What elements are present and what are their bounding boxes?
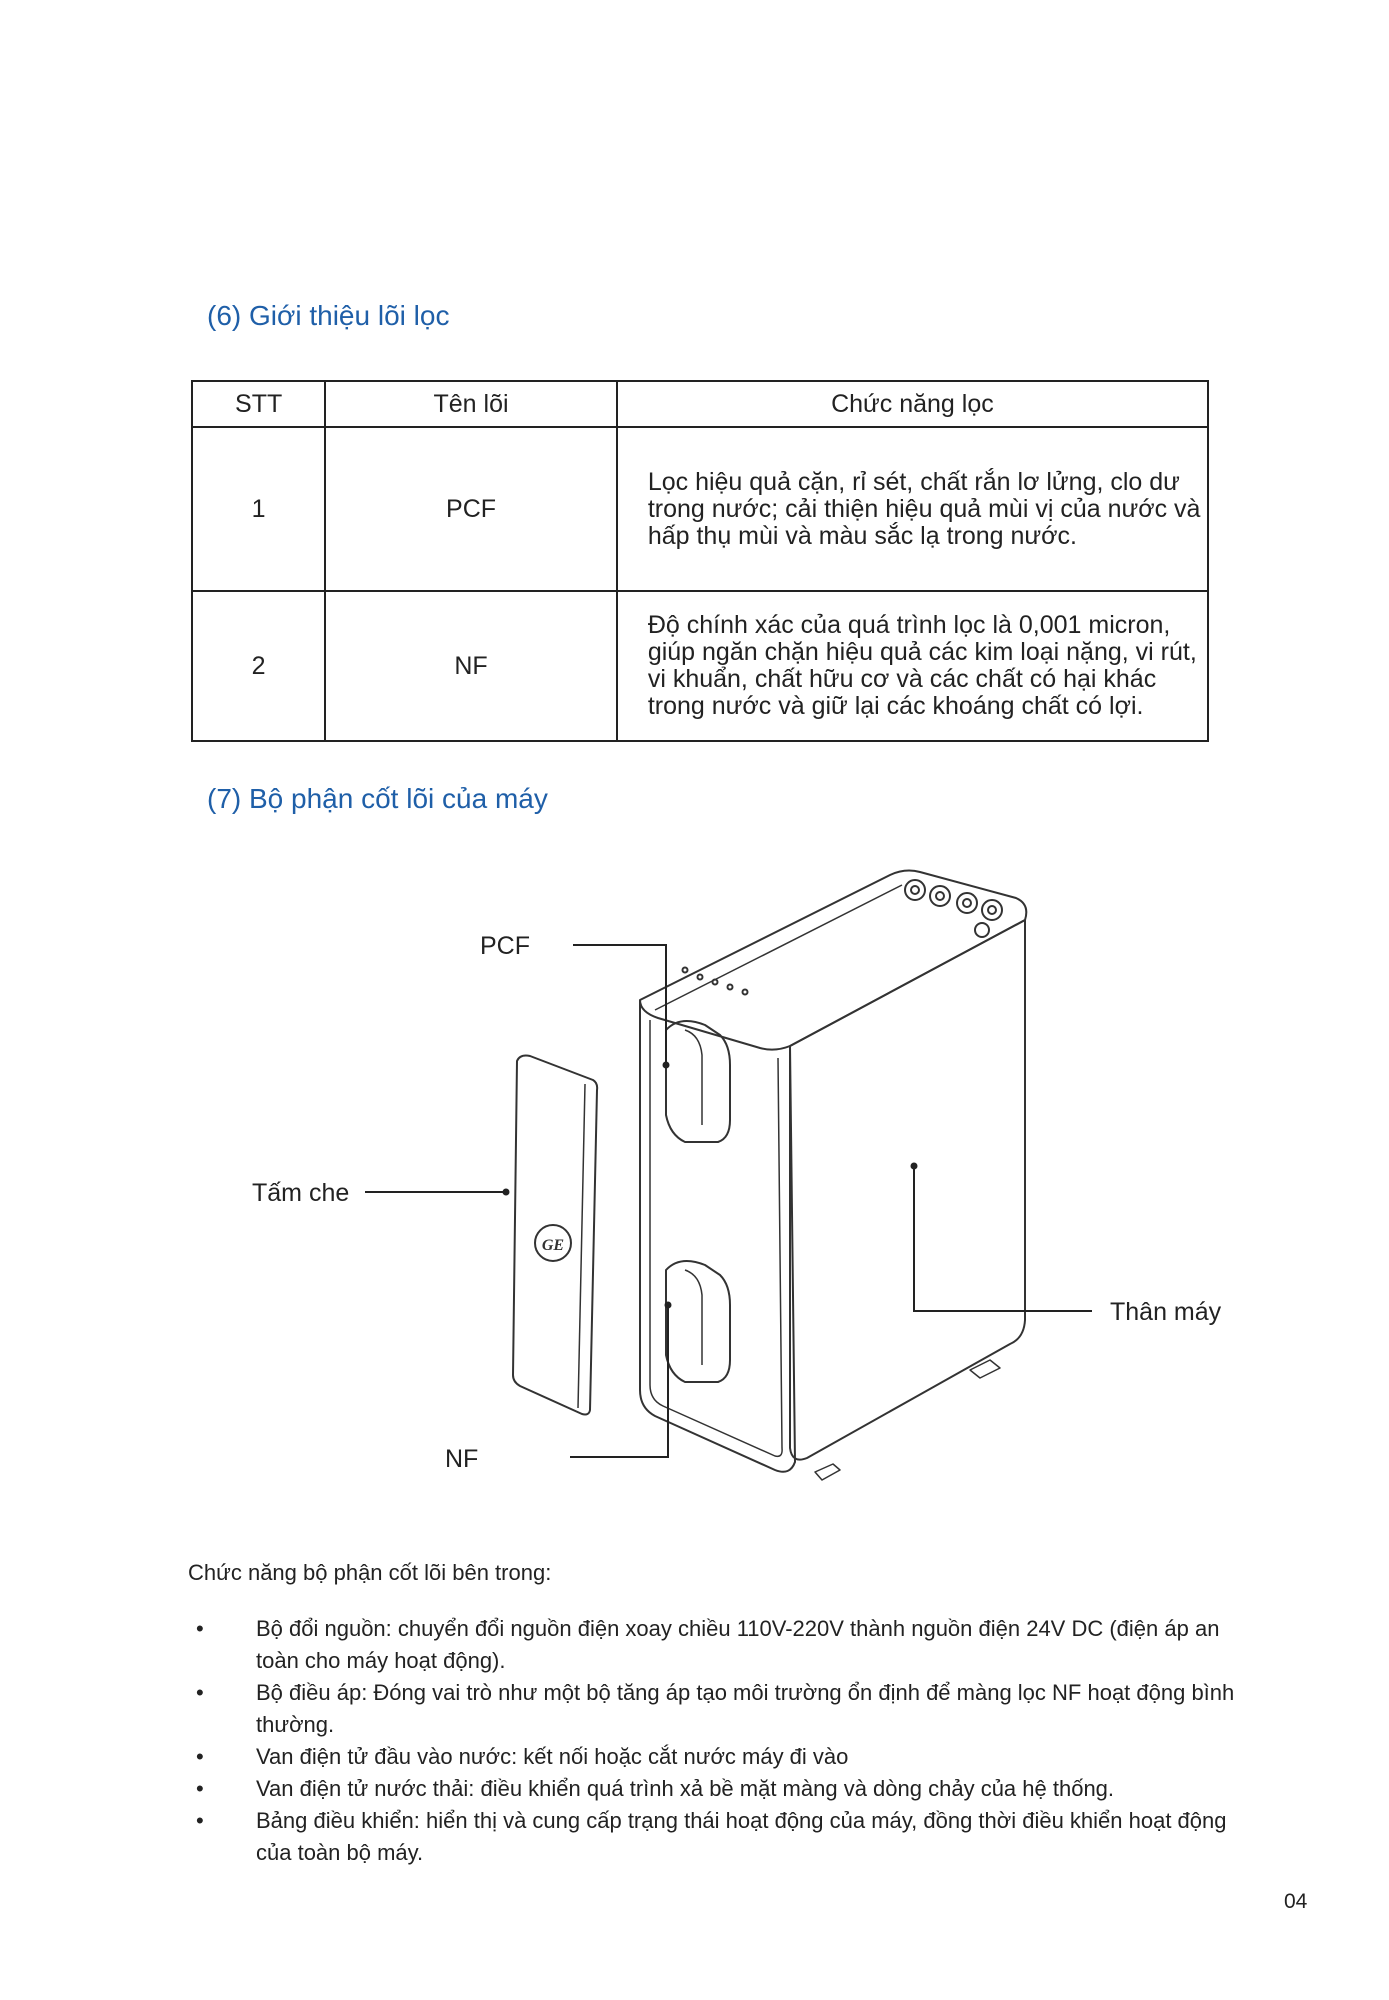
label-pcf: PCF <box>480 932 530 960</box>
filter-table <box>191 380 1209 742</box>
header-stt: STT <box>192 381 325 427</box>
machine-front-face <box>790 920 1025 1460</box>
page-number: 04 <box>1284 1890 1308 1913</box>
list-item: • Bộ đổi nguồn: chuyển đổi nguồn điện xoay chiều 110V-220V thành nguồn điện 24V DC (điện áp an toàn cho máy hoạt động). <box>196 1616 1220 1673</box>
cell-function: Độ chính xác của quá trình lọc là 0,001 micron, giúp ngăn chặn hiệu quả các kim loại nặng, vi rút, vi khuẩn, chất hữu cơ và các chất có hại khác trong nước và giữ lại các khoáng chất có lợi. <box>617 591 1208 741</box>
nf-filter-knob <box>666 1261 730 1382</box>
machine-diagram <box>230 830 1290 1530</box>
label-body: Thân máy <box>1110 1298 1222 1326</box>
header-function: Chức năng lọc <box>617 381 1208 427</box>
ge-logo <box>535 1225 571 1261</box>
svg-text:GE: GE <box>541 1237 565 1254</box>
cell-stt: 2 <box>192 591 325 741</box>
machine-side-frame <box>640 1000 795 1472</box>
cell-stt: 1 <box>192 427 325 591</box>
cell-function: Lọc hiệu quả cặn, rỉ sét, chất rắn lơ lửng, clo dư trong nước; cải thiện hiệu quả mùi vị của nước và hấp thụ mùi và màu sắc lạ trong nước. <box>617 427 1208 591</box>
table-row <box>192 591 1208 741</box>
table-header-row <box>192 381 1208 427</box>
pcf-filter-knob <box>666 1021 730 1142</box>
list-item: • Van điện tử đầu vào nước: kết nối hoặc cắt nước máy đi vào <box>196 1744 849 1769</box>
label-cover: Tấm che <box>252 1179 350 1207</box>
cell-name: PCF <box>325 427 617 591</box>
cell-name: NF <box>325 591 617 741</box>
list-item: • Van điện tử nước thải: điều khiển quá trình xả bề mặt màng và dòng chảy của hệ thống. <box>196 1776 1115 1801</box>
functions-list <box>188 1613 1248 1869</box>
functions-title: Chức năng bộ phận cốt lõi bên trong: <box>188 1560 552 1585</box>
table-row <box>192 427 1208 591</box>
section-6-heading: (6) Giới thiệu lõi lọc <box>207 300 450 331</box>
list-item: • Bảng điều khiển: hiển thị và cung cấp trạng thái hoạt động của máy, đồng thời điều khiển hoạt động của toàn bộ máy. <box>196 1808 1227 1865</box>
list-item: • Bộ điều áp: Đóng vai trò như một bộ tăng áp tạo môi trường ổn định để màng lọc NF hoạt động bình thường. <box>196 1680 1235 1737</box>
label-nf: NF <box>445 1445 479 1473</box>
header-name: Tên lõi <box>325 381 617 427</box>
section-7-heading: (7) Bộ phận cốt lõi của máy <box>207 783 548 814</box>
